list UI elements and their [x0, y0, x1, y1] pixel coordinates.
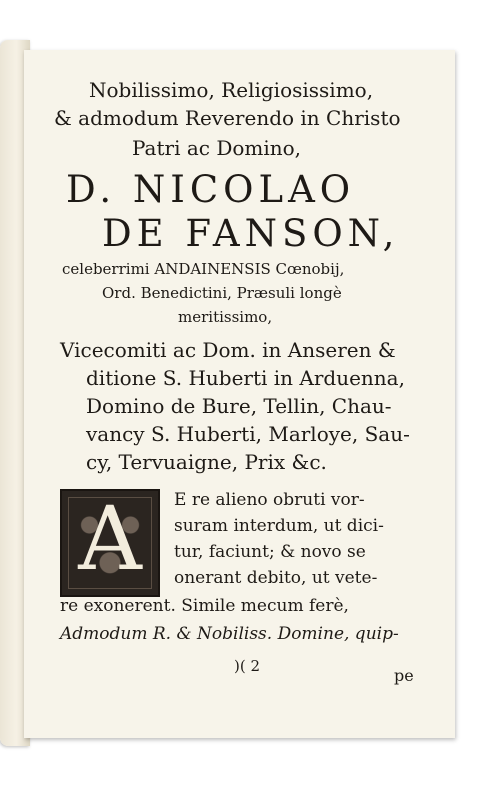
catchword: pe [394, 666, 414, 685]
paragraph-line: onerant debito, ut vete- [174, 568, 378, 588]
signature-mark: )( 2 [234, 657, 261, 675]
office-line: Ord. Benedictini, Præsuli longè [102, 284, 342, 302]
dedication-line: Patri ac Domino, [132, 136, 302, 160]
paragraph-line: Admodum R. & Nobiliss. Domine, quip- [60, 624, 399, 644]
paragraph-line: suram interdum, ut dici- [174, 516, 384, 536]
titles-line: Domino de Bure, Tellin, Chau- [86, 394, 392, 418]
name-heading: DE FANSON, [102, 212, 400, 255]
paragraph-line: re exonerent. Simile mecum ferè, [60, 596, 349, 616]
office-line: meritissimo, [178, 308, 273, 326]
dedication-line: & admodum Reverendo in Christo [54, 106, 401, 130]
titles-line: ditione S. Huberti in Arduenna, [86, 366, 405, 390]
dedication-line: Nobilissimo, Religiosissimo, [89, 78, 374, 102]
paragraph-line: E re alieno obruti vor- [174, 490, 365, 510]
initial-letter: A [78, 487, 142, 590]
titles-line: Vicecomiti ac Dom. in Anseren & [60, 338, 396, 362]
name-heading: D. NICOLAO [66, 168, 356, 211]
paragraph-line: tur, faciunt; & novo se [174, 542, 366, 562]
titles-line: cy, Tervuaigne, Prix &c. [86, 450, 327, 474]
book-page [24, 50, 455, 738]
office-line: celeberrimi ANDAINENSIS Cœnobij, [62, 260, 345, 278]
ornamental-initial [60, 489, 160, 597]
titles-line: vancy S. Huberti, Marloye, Sau- [86, 422, 410, 446]
